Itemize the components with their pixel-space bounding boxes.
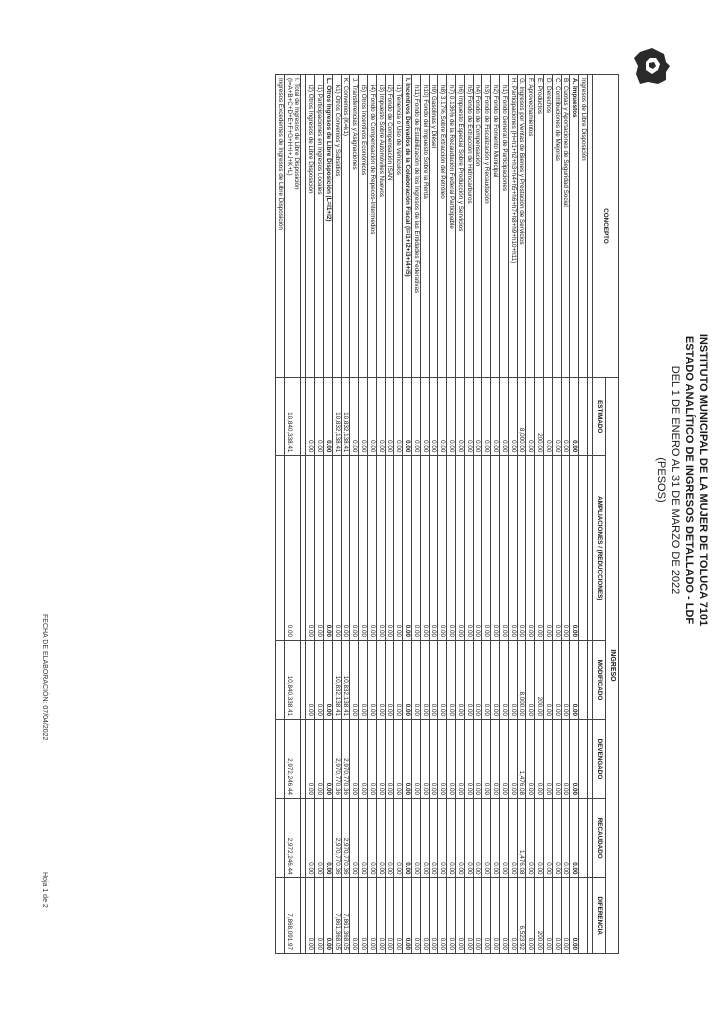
report-currency: (PESOS): [655, 457, 667, 503]
table-row: [508, 75, 517, 954]
row-value: 0.00: [482, 378, 491, 456]
row-value: 7,861,368.05: [341, 878, 350, 954]
row-value: 0.00: [332, 456, 341, 641]
row-concept: k1) Otros Convenios y Subsidios: [332, 75, 341, 378]
row-value: 0.00: [403, 719, 412, 798]
row-value: 0.00: [482, 456, 491, 641]
table-row: [456, 75, 465, 954]
total-row: [284, 75, 301, 954]
row-value: 0.00: [570, 719, 579, 798]
row-value: 200.00: [535, 641, 544, 720]
row-value: 0.00: [526, 719, 535, 798]
row-value: 0.00: [306, 878, 315, 954]
row-value: 2,970,770.36: [332, 719, 341, 798]
column-header-modificado: MODIFICADO: [593, 641, 606, 720]
total-concept: [276, 75, 285, 378]
row-value: 0.00: [456, 378, 465, 456]
row-value: 0.00: [306, 456, 315, 641]
total-concept: [284, 75, 301, 378]
income-analytic-table: [275, 74, 619, 954]
row-value: 0.00: [429, 456, 438, 641]
row-value: 0.00: [482, 641, 491, 720]
row-value: 0.00: [394, 798, 403, 878]
table-row: [332, 75, 341, 954]
table-row: [517, 75, 526, 954]
row-value: 0.00: [500, 798, 509, 878]
row-value: 200.00: [535, 378, 544, 456]
total-label: Ingresos Excedentes de Ingresos de Libre Disposición: [276, 78, 284, 230]
row-value: 0.00: [552, 798, 561, 878]
table-row: [350, 75, 359, 954]
report-title: ESTADO ANALÍTICO DE INGRESOS DETALLADO - LDF: [683, 335, 695, 625]
concept-column-header: CONCEPTO: [593, 75, 619, 378]
row-value: 1,476.08: [517, 719, 526, 798]
table-body: [276, 75, 593, 954]
row-value: 0.00: [456, 798, 465, 878]
table-row: [324, 75, 333, 954]
row-value: 0.00: [508, 641, 517, 720]
row-value: 0.00: [315, 456, 324, 641]
row-value: 0.00: [420, 878, 429, 954]
row-value: 0.00: [535, 719, 544, 798]
total-value: [276, 798, 285, 878]
table-row: [491, 75, 500, 954]
row-concept: A. Impuestos: [570, 75, 579, 378]
table-row: [561, 75, 570, 954]
row-value: 0.00: [368, 878, 377, 954]
row-value: 0.00: [438, 878, 447, 954]
row-value: 0.00: [394, 378, 403, 456]
row-value: 0.00: [447, 641, 456, 720]
row-value: 0.00: [359, 378, 368, 456]
table-row: [500, 75, 509, 954]
row-value: 0.00: [500, 641, 509, 720]
row-value: 0.00: [350, 878, 359, 954]
row-value: 0.00: [535, 798, 544, 878]
row-value: 0.00: [570, 378, 579, 456]
row-value: 0.00: [482, 798, 491, 878]
row-value: 0.00: [324, 641, 333, 720]
row-value: 0.00: [438, 798, 447, 878]
row-value: 0.00: [368, 641, 377, 720]
total-value: [276, 878, 285, 954]
row-value: 0.00: [508, 878, 517, 954]
row-value: 0.00: [412, 378, 421, 456]
total-value: 2,972,246.44: [284, 798, 301, 878]
row-value: 0.00: [552, 878, 561, 954]
table-row: [306, 75, 315, 954]
row-value: 6,523.92: [517, 878, 526, 954]
row-value: 0.00: [324, 798, 333, 878]
table-row: [359, 75, 368, 954]
table-row: [438, 75, 447, 954]
spacer-row: [301, 75, 306, 954]
row-value: 0.00: [482, 878, 491, 954]
row-value: 0.00: [464, 719, 473, 798]
row-value: 0.00: [456, 878, 465, 954]
table-row: [544, 75, 553, 954]
row-value: 0.00: [552, 641, 561, 720]
table-row: [341, 75, 350, 954]
row-value: 10,832,138.41: [332, 378, 341, 456]
row-value: 0.00: [385, 878, 394, 954]
row-value: 0.00: [376, 641, 385, 720]
row-value: 2,970,770.36: [341, 719, 350, 798]
row-value: 0.00: [544, 719, 553, 798]
row-value: 0.00: [376, 878, 385, 954]
row-value: 0.00: [561, 378, 570, 456]
row-concept: l1) Participaciones en Ingresos Locales: [315, 75, 324, 378]
row-value: 0.00: [420, 456, 429, 641]
row-value: 0.00: [561, 719, 570, 798]
table-row: [412, 75, 421, 954]
row-value: 0.00: [500, 719, 509, 798]
total-value: [276, 378, 285, 456]
row-value: 0.00: [508, 378, 517, 456]
row-concept: K. Convenios (K=k1): [341, 75, 350, 378]
row-value: 0.00: [491, 719, 500, 798]
row-concept: J. Transferencias y Asignaciones: [350, 75, 359, 378]
row-value: 0.00: [385, 378, 394, 456]
row-value: 0.00: [544, 641, 553, 720]
table-row: [570, 75, 579, 954]
row-value: 0.00: [464, 456, 473, 641]
row-value: 0.00: [473, 378, 482, 456]
row-concept: h1) Fondo General de Participaciones: [500, 75, 509, 378]
row-concept: i1) Tenencia o Uso de Vehículos: [394, 75, 403, 378]
row-value: 0.00: [447, 378, 456, 456]
row-value: 0.00: [359, 878, 368, 954]
row-concept: F. Aprovechamientos: [526, 75, 535, 378]
row-value: 0.00: [394, 641, 403, 720]
row-value: 0.00: [315, 878, 324, 954]
row-value: 7,861,368.05: [332, 878, 341, 954]
table-row: [464, 75, 473, 954]
row-value: 0.00: [491, 641, 500, 720]
row-value: 0.00: [552, 719, 561, 798]
row-concept: h5) Fondo de Extracción de Hidrocarburos: [464, 75, 473, 378]
report-period: DEL 1 DE ENERO AL 31 DE MARZO DE 2022: [669, 365, 681, 595]
column-header-devengado: DEVENGADO: [593, 719, 606, 798]
row-value: 0.00: [368, 378, 377, 456]
row-value: 0.00: [447, 719, 456, 798]
row-value: 0.00: [350, 719, 359, 798]
row-value: 0.00: [429, 719, 438, 798]
row-value: 0.00: [508, 798, 517, 878]
row-value: 0.00: [517, 456, 526, 641]
row-value: 0.00: [491, 878, 500, 954]
row-concept: h7) 0.136% de la Recaudación Federal Participable: [447, 75, 456, 378]
row-value: 0.00: [447, 878, 456, 954]
row-value: 0.00: [403, 456, 412, 641]
row-value: 0.00: [376, 378, 385, 456]
table-row: [403, 75, 412, 954]
row-concept: D. Derechos: [544, 75, 553, 378]
total-value: 10,840,338.41: [284, 641, 301, 720]
total-value: 0.00: [284, 456, 301, 641]
row-value: 0.00: [526, 378, 535, 456]
total-formula: (I=A+B+C+D+E+F+G+H+I+J+K+L): [285, 78, 293, 176]
row-value: 0.00: [464, 878, 473, 954]
row-value: 0.00: [491, 378, 500, 456]
row-value: 0.00: [359, 456, 368, 641]
row-concept: h10) Fondo del Impuesto Sobre la Renta: [420, 75, 429, 378]
row-value: 1,476.08: [517, 798, 526, 878]
row-concept: h3) Fondo de Fiscalización y Recaudación: [482, 75, 491, 378]
row-value: 0.00: [324, 378, 333, 456]
row-value: 0.00: [456, 456, 465, 641]
row-value: 0.00: [412, 878, 421, 954]
row-value: 0.00: [429, 878, 438, 954]
row-value: 0.00: [570, 798, 579, 878]
row-value: 0.00: [385, 641, 394, 720]
row-value: 0.00: [359, 719, 368, 798]
table-row: [535, 75, 544, 954]
row-value: 0.00: [561, 798, 570, 878]
total-value: 10,840,338.41: [284, 378, 301, 456]
section-title-row: [579, 75, 588, 954]
row-value: 0.00: [491, 456, 500, 641]
row-value: 0.00: [368, 719, 377, 798]
total-value: [276, 719, 285, 798]
row-value: 0.00: [315, 378, 324, 456]
row-value: 8,000.00: [517, 378, 526, 456]
table-row: [315, 75, 324, 954]
row-value: 0.00: [394, 456, 403, 641]
row-value: 0.00: [526, 456, 535, 641]
state-map-emblem-icon: [632, 44, 672, 88]
row-value: 0.00: [561, 878, 570, 954]
row-value: 0.00: [500, 878, 509, 954]
row-value: 0.00: [482, 719, 491, 798]
row-value: 0.00: [570, 641, 579, 720]
row-value: 0.00: [359, 798, 368, 878]
row-concept: l2) Otros Ingresos de Libre Disposición: [306, 75, 315, 378]
row-value: 0.00: [306, 798, 315, 878]
row-value: 0.00: [385, 798, 394, 878]
row-value: 0.00: [456, 641, 465, 720]
row-value: 0.00: [420, 798, 429, 878]
table-row: [473, 75, 482, 954]
row-value: 0.00: [306, 719, 315, 798]
row-value: 0.00: [420, 719, 429, 798]
row-concept: h9) Gasolinas y Diésel: [429, 75, 438, 378]
total-value: [276, 456, 285, 641]
row-concept: h11) Fondo de Estabilización de los Ingresos de las Entidades Federativas: [412, 75, 421, 378]
table-row: [385, 75, 394, 954]
row-value: 0.00: [447, 456, 456, 641]
row-value: 0.00: [315, 719, 324, 798]
row-value: 0.00: [368, 456, 377, 641]
row-value: 0.00: [544, 378, 553, 456]
row-value: 0.00: [412, 641, 421, 720]
row-concept: h4) Fondo de Compensación: [473, 75, 482, 378]
row-value: 0.00: [420, 641, 429, 720]
row-value: 0.00: [350, 641, 359, 720]
table-row: [376, 75, 385, 954]
row-value: 0.00: [376, 798, 385, 878]
table-row: [429, 75, 438, 954]
table-row: [447, 75, 456, 954]
row-value: 0.00: [473, 641, 482, 720]
row-value: 0.00: [473, 798, 482, 878]
column-header-recaudado: RECAUDADO: [593, 798, 606, 878]
total-value: 7,868,091.97: [284, 878, 301, 954]
row-value: 0.00: [561, 456, 570, 641]
row-value: 0.00: [464, 641, 473, 720]
row-value: 0.00: [544, 878, 553, 954]
row-value: 0.00: [526, 641, 535, 720]
row-concept: C. Contribuciones de Mejoras: [552, 75, 561, 378]
spacer-row: [588, 75, 593, 954]
income-group-header: INGRESO: [606, 378, 619, 954]
institution-title: INSTITUTO MUNICIPAL DE LA MUJER DE TOLUCA 7101: [697, 333, 709, 627]
row-value: 200.00: [535, 878, 544, 954]
row-value: 0.00: [385, 719, 394, 798]
column-header-diferencia: DIFERENCIA: [593, 878, 606, 954]
report-header: [654, 250, 710, 710]
table-row: [482, 75, 491, 954]
row-value: 10,832,138.41: [341, 641, 350, 720]
column-header-ampliaciones: AMPLIACIONES / (REDUCCIONES): [593, 456, 606, 641]
row-value: 0.00: [447, 798, 456, 878]
row-value: 0.00: [403, 378, 412, 456]
elaboration-date: FECHA DE ELABORACIÓN: 07/04/2022: [41, 614, 48, 741]
row-value: 0.00: [561, 641, 570, 720]
row-value: 0.00: [535, 456, 544, 641]
row-value: 0.00: [306, 641, 315, 720]
total-value: 2,972,246.44: [284, 719, 301, 798]
table-row: [420, 75, 429, 954]
row-value: 0.00: [429, 798, 438, 878]
row-value: 0.00: [544, 456, 553, 641]
row-value: 0.00: [438, 719, 447, 798]
row-value: 10,832,138.41: [341, 378, 350, 456]
row-value: 0.00: [359, 641, 368, 720]
total-row: [276, 75, 285, 954]
row-value: 0.00: [403, 641, 412, 720]
row-value: 0.00: [376, 456, 385, 641]
row-value: 0.00: [341, 456, 350, 641]
row-value: 0.00: [526, 798, 535, 878]
row-value: 0.00: [570, 456, 579, 641]
row-value: 2,970,770.36: [341, 798, 350, 878]
row-value: 0.00: [394, 719, 403, 798]
row-value: 0.00: [403, 798, 412, 878]
institution-logo: [632, 44, 672, 88]
row-value: 0.00: [464, 378, 473, 456]
row-value: 0.00: [500, 456, 509, 641]
row-value: 0.00: [324, 719, 333, 798]
row-value: 0.00: [552, 456, 561, 641]
row-concept: i5) Otros Incentivos Económicos: [359, 75, 368, 378]
total-value: [276, 641, 285, 720]
row-value: 0.00: [464, 798, 473, 878]
row-value: 0.00: [526, 878, 535, 954]
page-number: Hoja 1 de 2: [41, 872, 48, 908]
row-value: 0.00: [544, 798, 553, 878]
row-value: 0.00: [438, 641, 447, 720]
row-concept: i2) Fondo de Compensación ISAN: [385, 75, 394, 378]
row-value: 0.00: [508, 719, 517, 798]
row-value: 0.00: [376, 719, 385, 798]
row-value: 0.00: [315, 798, 324, 878]
row-concept: i3) Impuesto Sobre Automóviles Nuevos: [376, 75, 385, 378]
row-concept: L. Otros Ingresos de Libre Disposición (L=l1+l2): [324, 75, 333, 378]
row-value: 0.00: [385, 456, 394, 641]
row-value: 0.00: [324, 456, 333, 641]
row-value: 0.00: [570, 878, 579, 954]
row-value: 0.00: [350, 378, 359, 456]
row-value: 0.00: [438, 456, 447, 641]
row-value: 0.00: [420, 378, 429, 456]
row-concept: h2) Fondo de Fomento Municipal: [491, 75, 500, 378]
row-value: 10,832,138.41: [332, 641, 341, 720]
row-value: 2,970,770.36: [332, 798, 341, 878]
row-value: 0.00: [306, 378, 315, 456]
total-label: I. Total de Ingresos de Libre Disposición: [293, 78, 301, 190]
row-value: 0.00: [350, 456, 359, 641]
row-value: 0.00: [473, 719, 482, 798]
row-value: 0.00: [429, 378, 438, 456]
row-value: 0.00: [315, 641, 324, 720]
row-value: 0.00: [473, 878, 482, 954]
row-value: 0.00: [456, 719, 465, 798]
row-value: 0.00: [324, 878, 333, 954]
row-value: 0.00: [412, 798, 421, 878]
table-row: [552, 75, 561, 954]
section-title: Ingresos de Libre Disposición: [579, 75, 588, 378]
row-value: 0.00: [368, 798, 377, 878]
row-value: 0.00: [412, 456, 421, 641]
row-concept: h6) Impuesto Especial Sobre Producción y Servicios: [456, 75, 465, 378]
row-value: 0.00: [473, 456, 482, 641]
row-value: 0.00: [500, 378, 509, 456]
row-value: 0.00: [491, 798, 500, 878]
row-concept: I. Incentivos Derivados de la Colaboración Fiscal (I=i1+i2+i3+i4+i5): [403, 75, 412, 378]
row-concept: B. Cuotas y Aportaciones de Seguridad Social: [561, 75, 570, 378]
row-value: 0.00: [403, 878, 412, 954]
row-value: 0.00: [350, 798, 359, 878]
table-row: [394, 75, 403, 954]
row-value: 0.00: [438, 378, 447, 456]
row-value: 0.00: [394, 878, 403, 954]
row-concept: G. Ingresos por Ventas de Bienes y Prestación de Servicios: [517, 75, 526, 378]
row-concept: H. Participaciones (H=h1+h2+h3+h4+h5+h6+h7+h8+h9+h10+h11): [508, 75, 517, 378]
row-value: 0.00: [508, 456, 517, 641]
row-value: 0.00: [552, 378, 561, 456]
row-value: 0.00: [412, 719, 421, 798]
row-value: 0.00: [429, 641, 438, 720]
table-row: [526, 75, 535, 954]
column-header-estimado: ESTIMADO: [593, 378, 606, 456]
row-concept: i4) Fondo de Compensación de Repecos-Intermedios: [368, 75, 377, 378]
row-concept: h8) 3.17% Sobre Extracción del Petróleo: [438, 75, 447, 378]
table-row: [368, 75, 377, 954]
row-value: 8,000.00: [517, 641, 526, 720]
row-concept: E. Productos: [535, 75, 544, 378]
